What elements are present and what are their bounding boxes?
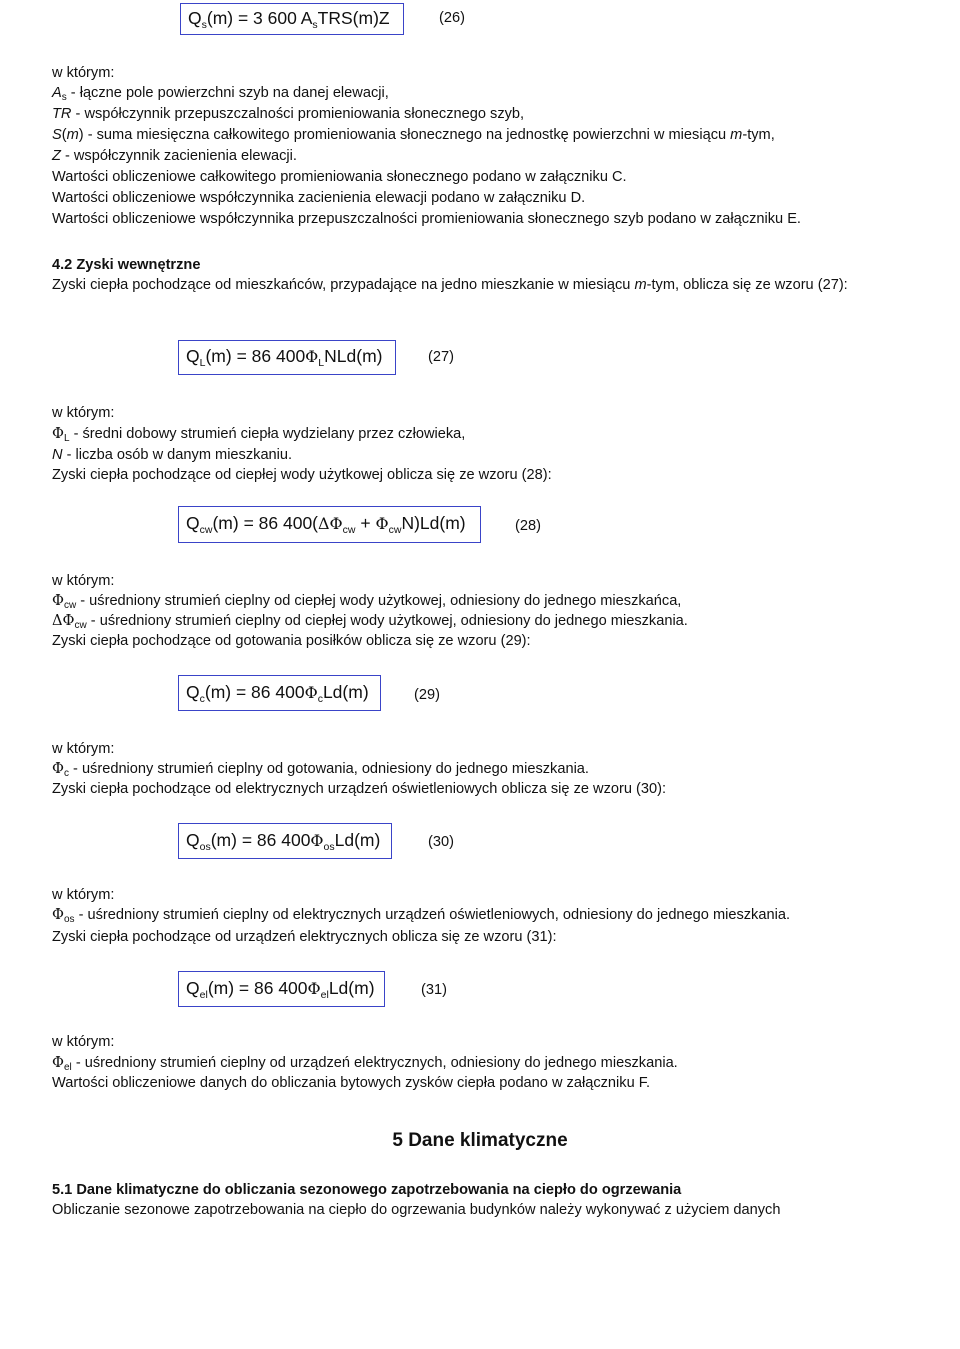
definition-z: Z - współczynnik zacienienia elewacji. [52, 148, 297, 164]
definition-n: N - liczba osób w danym mieszkaniu. [52, 447, 293, 463]
formula-31: $Q_{el}(m) = 86$ $400\Phi_{el}Ld(m)$ [178, 971, 385, 1007]
formula-26: $Q_s(m) = 3$ 600 $A_sTRS(m)Z$ [180, 3, 404, 35]
note-appendix-e: Wartości obliczeniowe współczynnika przepuszczalności promieniowania słonecznego szyb podano w załączniku E. [52, 211, 801, 227]
definition-tr: TR - współczynnik przepuszczalności promieniowania słonecznego szyb, [52, 106, 525, 122]
formula-30-number: (30) [428, 834, 454, 850]
definition-phi-el: $\Phi_{el}$ - uśredniony strumień cieplny od urządzeń elektrycznych, odniesiony do jednego mieszkania. [52, 1054, 678, 1073]
formula-28: $Q_{cw}(m) = 86$ $400(\Delta\Phi_{cw} + \Phi_{cw}N)Ld(m)$ [178, 506, 481, 543]
wherein-label: w którym: [52, 573, 115, 589]
definition-as: $A_s$ - łączne pole powierzchni szyb na danej elewacji, [52, 85, 389, 103]
formula-27-number: (27) [428, 349, 454, 365]
formula-30: $Q_{os}(m) = 86$ $400\Phi_{os}Ld(m)$ [178, 823, 392, 859]
definition-phi-c: $\Phi_c$ - uśredniony strumień cieplny od gotowania, odniesiony do jednego mieszkania. [52, 760, 589, 779]
note-appendix-c: Wartości obliczeniowe całkowitego promieniowania słonecznego podano w załączniku C. [52, 169, 627, 185]
wherein-label: w którym: [52, 741, 115, 757]
wherein-label: w którym: [52, 887, 115, 903]
formula-27: $Q_L(m) = 86$ $400\Phi_LNLd(m)$ [178, 340, 396, 375]
el-intro: Zyski ciepła pochodzące od urządzeń elektrycznych oblicza się ze wzoru (31): [52, 929, 557, 945]
c-intro: Zyski ciepła pochodzące od gotowania posiłków oblicza się ze wzoru (29): [52, 633, 531, 649]
section-heading-4-2: 4.2 Zyski wewnętrzne [52, 257, 201, 273]
wherein-label: w którym: [52, 1034, 115, 1050]
definition-sm: S(m) - suma miesięczna całkowitego promieniowania słonecznego na jednostkę powierzchni w miesiącu m-tym, [52, 127, 775, 143]
formula-29: $Q_c(m) = 86$ $400\Phi_cLd(m)$ [178, 675, 381, 711]
definition-phi-l: $\Phi_L$ - średni dobowy strumień ciepła wydzielany przez człowieka, [52, 425, 466, 444]
formula-26-number: (26) [439, 10, 465, 26]
note-appendix-d: Wartości obliczeniowe współczynnika zacienienia elewacji podano w załączniku D. [52, 190, 586, 206]
section-4-2-intro: Zyski ciepła pochodzące od mieszkańców, przypadające na jedno mieszkanie w miesiącu m-tym, oblicza się ze wzoru (27): [52, 277, 848, 293]
wherein-label: w którym: [52, 405, 115, 421]
os-intro: Zyski ciepła pochodzące od elektrycznych urządzeń oświetleniowych oblicza się ze wzoru (30): [52, 781, 667, 797]
formula-28-number: (28) [515, 518, 541, 534]
section-heading-5: 5 Dane klimatyczne [392, 1130, 568, 1151]
section-5-1-text: Obliczanie sezonowe zapotrzebowania na ciepło do ogrzewania budynków należy wykonywać z użyciem danych [52, 1202, 781, 1218]
section-heading-5-1: 5.1 Dane klimatyczne do obliczania sezonowego zapotrzebowania na ciepło do ogrzewania [52, 1182, 682, 1198]
definition-delta-phi-cw: $\Delta\Phi_{cw}$ - uśredniony strumień cieplny od ciepłej wody użytkowej, odniesiony do jednego mieszkania. [52, 612, 688, 631]
definition-phi-cw: $\Phi_{cw}$ - uśredniony strumień cieplny od ciepłej wody użytkowej, odniesiony do jednego mieszkańca, [52, 592, 682, 611]
note-appendix-f: Wartości obliczeniowe danych do obliczania bytowych zysków ciepła podano w załączniku F. [52, 1075, 651, 1091]
formula-29-number: (29) [414, 687, 440, 703]
wherein-label: w którym: [52, 65, 115, 81]
definition-phi-os: $\Phi_{os}$ - uśredniony strumień cieplny od elektrycznych urządzeń oświetleniowych, odniesiony do jednego mieszkania. [52, 906, 791, 925]
cw-intro: Zyski ciepła pochodzące od ciepłej wody użytkowej oblicza się ze wzoru (28): [52, 467, 552, 483]
formula-31-number: (31) [421, 982, 447, 998]
